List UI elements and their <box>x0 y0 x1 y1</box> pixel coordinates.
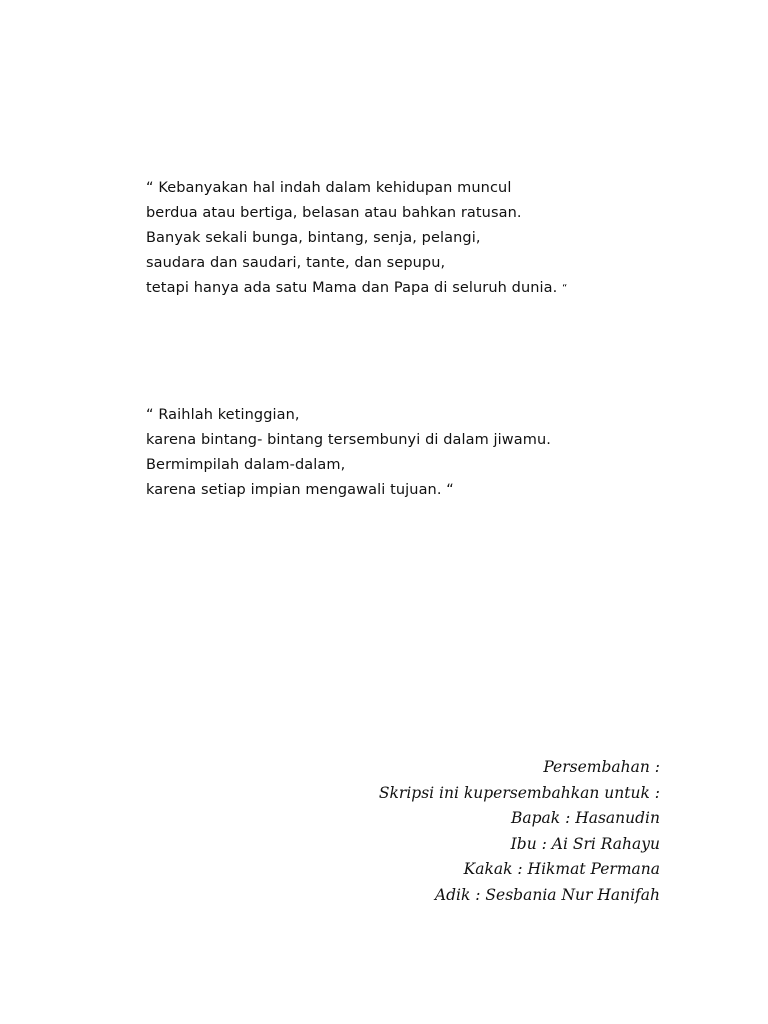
quote-line: Bermimpilah dalam-dalam, <box>146 457 346 473</box>
quote-line: saudara dan saudari, tante, dan sepupu, <box>146 255 446 271</box>
dedication-intro: Skripsi ini kupersembahkan untuk : <box>378 783 660 802</box>
quote-parents <box>146 176 567 301</box>
quote-line: karena bintang- bintang tersembunyi di dalam jiwamu. <box>146 432 551 448</box>
dedication-person: Adik : Sesbania Nur Hanifah <box>434 885 660 904</box>
closing-quote-mark: “ <box>562 283 568 294</box>
dedication-person: Bapak : Hasanudin <box>510 809 660 827</box>
dedication-block <box>379 755 660 908</box>
quote-line: Banyak sekali bunga, bintang, senja, pelangi, <box>146 230 481 246</box>
dedication-title: Persembahan : <box>543 758 660 776</box>
quote-line: “ Kebanyakan hal indah dalam kehidupan muncul <box>146 180 512 196</box>
dedication-person: Kakak : Hikmat Permana <box>463 860 660 878</box>
quote-dreams <box>146 403 551 503</box>
quote-line: berdua atau bertiga, belasan atau bahkan ratusan. <box>146 205 522 221</box>
dedication-person: Ibu : Ai Sri Rahayu <box>510 834 660 853</box>
quote-line: karena setiap impian mengawali tujuan. “ <box>146 482 454 498</box>
quote-line-last <box>146 276 567 301</box>
quote-line-text: tetapi hanya ada satu Mama dan Papa di seluruh dunia. <box>146 280 558 296</box>
quote-line: “ Raihlah ketinggian, <box>146 407 300 423</box>
